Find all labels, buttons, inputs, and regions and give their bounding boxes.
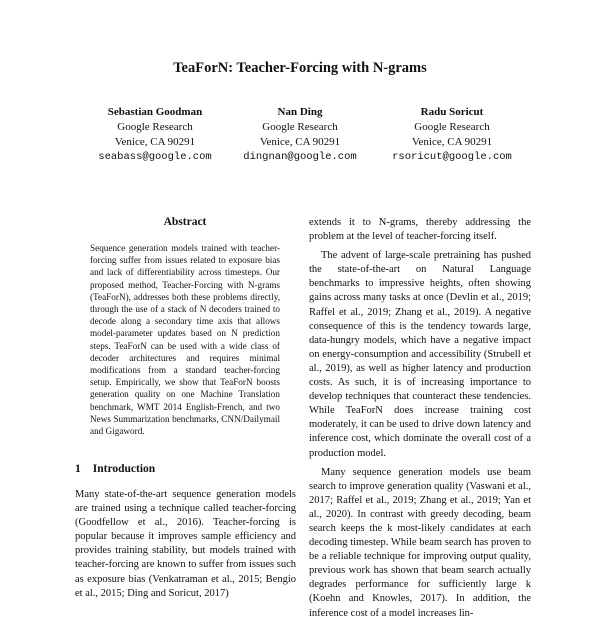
author-location: Venice, CA 90291 xyxy=(114,136,196,148)
abstract-text: Sequence generation models trained with teacher-forcing suffer from issues related to exposure bias and lack of differentiability across timesteps. Our proposed method, Teacher-Forcing with N-grams (TeaForN), addresses both these problems directly, through the use of a stack of N decoders trained to decode along a secondary time axis that allows model-parameter updates based on N prediction steps. TeaForN can be used with a wide class of decoder architectures and requires minimal modifications from a standard teacher-forcing setup. Empirically, we show that TeaForN boosts generation quality on one Machine Translation benchmark, WMT 2014 English-French, and two News Summarization benchmarks, CNN/Dailymail and Gigaword. xyxy=(90,243,280,437)
author-name: Radu Soricut xyxy=(420,106,484,118)
right-paragraph-2: The advent of large-scale pretraining has pushed the state-of-the-art on Natural Language benchmarks to impressive heights, often showing gains across many tasks at once (Devlin et al., 2019; Raffel et al., 2019; Zhang et al., 2019). A negative consequence of this is the tendency towards large, data-hungry models, which have a negative impact on energy-consumption and accessibility (Strubell et al., 2019), as well as higher latency and production costs. As such, it is of increasing importance to develop techniques that counteract these tendencies. While TeaForN does increase training cost moderately, it can be used to drive down latency and inference cost, which dominate the overall cost of a production model. xyxy=(309,250,531,459)
author-name: Sebastian Goodman xyxy=(107,106,203,118)
intro-paragraph-left: Many state-of-the-art sequence generation models are trained using a technique called teacher-forcing (Goodfellow et al., 2016). Teacher-forcing is popular because it improves sample efficiency and provides training stability, but models trained with teacher-forcing are known to suffer from issues such as exposure bias (Venkatraman et al., 2015; Bengio et al., 2015; Ding and Soricut, 2017) xyxy=(75,489,296,599)
author-affiliation: Google Research xyxy=(414,121,490,133)
author-affiliation: Google Research xyxy=(262,121,338,133)
right-paragraph-1: extends it to N-grams, thereby addressing the problem at the level of teacher-forcing itself. xyxy=(309,217,531,243)
author-location: Venice, CA 90291 xyxy=(411,136,493,148)
right-column xyxy=(309,216,531,626)
author-email: dingnan@google.com xyxy=(243,151,357,163)
author-email: seabass@google.com xyxy=(98,151,212,163)
author-block-3 xyxy=(362,105,542,165)
section-title: Introduction xyxy=(92,463,156,475)
author-name: Nan Ding xyxy=(277,106,323,118)
section-number: 1 xyxy=(75,463,81,475)
section-heading-introduction xyxy=(75,463,155,475)
author-location: Venice, CA 90291 xyxy=(259,136,341,148)
abstract-heading: Abstract xyxy=(163,216,207,228)
author-affiliation: Google Research xyxy=(117,121,193,133)
paper-title: TeaForN: Teacher-Forcing with N-grams xyxy=(173,60,427,76)
author-email: rsoricut@google.com xyxy=(392,151,512,163)
right-paragraph-3: Many sequence generation models use beam search to improve generation quality (Vaswani et al., 2017; Raffel et al., 2019; Zhang et al., 2019; Yan et al., 2020). In contrast with greedy decoding, beam search keeps the k most-likely candidates at each decoding timestep. While beam search has proven to be a reliable technique for improving output quality, previous work has shown that beam search actually degrades performance for sufficiently large k (Koehn and Knowles, 2017). In addition, the inference cost of a model increases lin- xyxy=(309,466,531,619)
